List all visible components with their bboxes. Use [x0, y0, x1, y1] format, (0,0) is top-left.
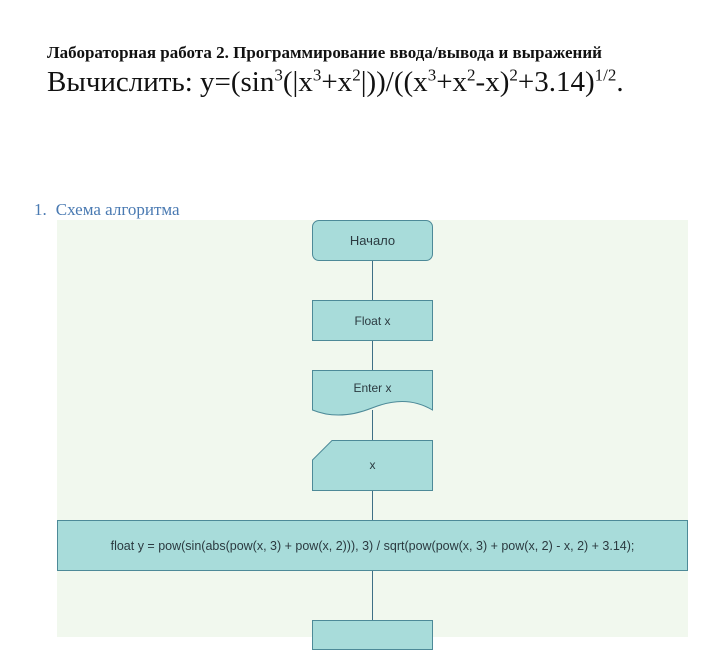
formula-part: +3.14) [517, 66, 595, 98]
section-heading [34, 200, 180, 220]
document-title: Лабораторная работа 2. Программирование ввода/вывода и выражений [47, 43, 602, 62]
formula-exponent: 3 [274, 65, 283, 85]
formula-exponent: 3 [427, 65, 437, 85]
connector-line [372, 260, 373, 301]
connector-line [372, 570, 373, 621]
section-number: 1. [34, 200, 47, 219]
formula-part: |))/((x [360, 66, 428, 98]
next-process-partial[interactable] [312, 620, 433, 650]
formula-part: +x [436, 66, 468, 98]
formula-part: -x) [475, 66, 510, 98]
connector-line [372, 340, 373, 371]
formula-part: (|x [282, 66, 313, 98]
formula-part: +x [321, 66, 353, 98]
connector-line [372, 490, 373, 521]
formula-exponent: 2 [352, 65, 361, 85]
prompt-document-shape[interactable] [312, 370, 433, 416]
section-label: Схема алгоритма [55, 200, 180, 219]
input-manual-shape[interactable] [312, 440, 433, 491]
prompt-label: Enter x [353, 381, 392, 395]
compute-process[interactable]: float y = pow(sin(abs(pow(x, 3) + pow(x, 2))), 3) / sqrt(pow(pow(x, 3) + pow(x, 2) - x, 2) + 3.14); [57, 520, 688, 571]
formula-exponent: 3 [312, 65, 322, 85]
formula-exponent: 2 [467, 65, 476, 85]
task-formula [47, 64, 624, 100]
declare-process[interactable]: Float x [312, 300, 433, 341]
start-terminal[interactable]: Начало [312, 220, 433, 261]
formula-exponent: 1/2 [594, 65, 617, 85]
formula-suffix: . [616, 66, 624, 98]
formula-exponent: 2 [509, 65, 518, 85]
input-label: x [369, 458, 376, 472]
formula-prefix: Вычислить: y=(sin [47, 66, 275, 98]
